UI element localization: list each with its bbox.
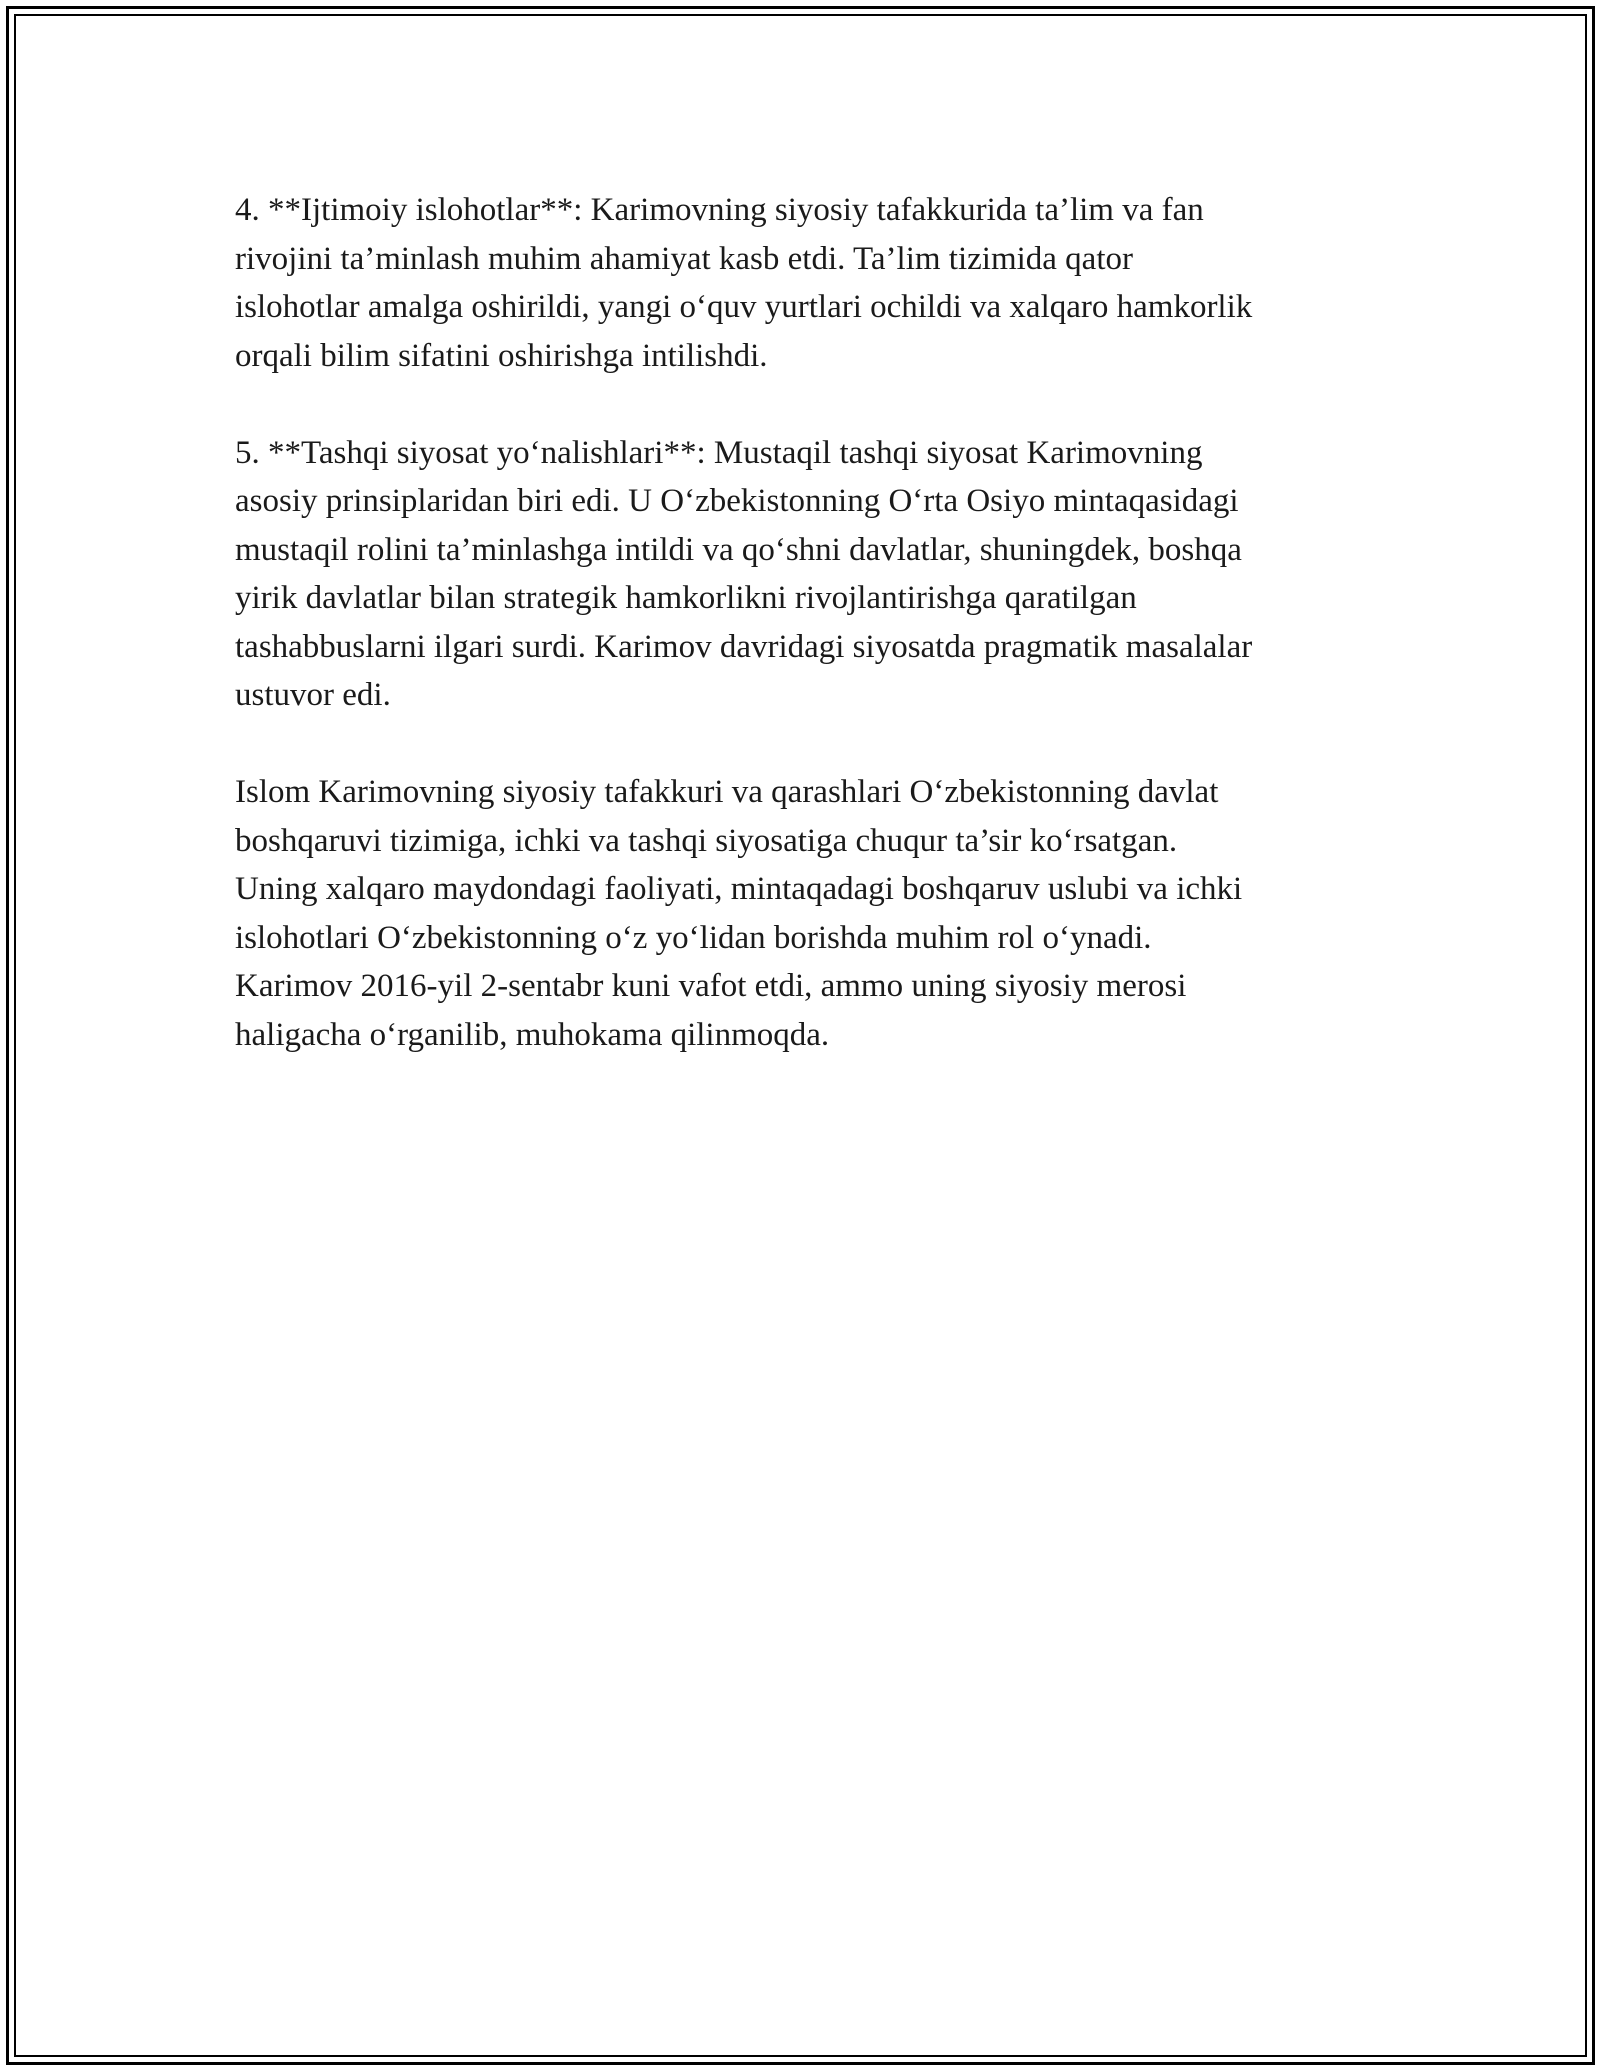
text-line: asosiy prinsiplaridan biri edi. U O‘zbekistonning O‘rta Osiyo mintaqasidagi [235,483,1239,519]
text-line: haligacha o‘rganilib, muhokama qilinmoqda. [235,1016,830,1053]
paragraph-social-reforms [235,186,1385,380]
text-line: mustaqil rolini ta’minlashga intildi va qo‘shni davlatlar, shuningdek, boshqa [235,531,1242,568]
text-line: rivojini ta’minlash muhim ahamiyat kasb etdi. Ta’lim tizimida qator [235,240,1133,277]
text-line: orqali bilim sifatini oshirishga intilishdi. [235,337,768,374]
text-line: 5. **Tashqi siyosat yo‘nalishlari**: Mustaqil tashqi siyosat Karimovning [235,434,1203,471]
paragraph-foreign-policy [235,429,1385,720]
text-line: Islom Karimovning siyosiy tafakkuri va qarashlari O‘zbekistonning davlat [235,774,1219,810]
paragraph-conclusion [235,768,1385,1059]
text-line: tashabbuslarni ilgari surdi. Karimov davridagi siyosatda pragmatik masalalar [235,628,1253,665]
text-line: 4. **Ijtimoiy islohotlar**: Karimovning siyosiy tafakkurida ta’lim va fan [235,192,1204,228]
text-line: boshqaruvi tizimiga, ichki va tashqi siyosatiga chuqur ta’sir ko‘rsatgan. [235,822,1178,859]
document-body [235,186,1385,1108]
text-line: islohotlari O‘zbekistonning o‘z yo‘lidan borishda muhim rol o‘ynadi. [235,919,1152,956]
text-line: islohotlar amalga oshirildi, yangi o‘quv yurtlari ochildi va xalqaro hamkorlik [235,289,1253,325]
text-line: Karimov 2016-yil 2-sentabr kuni vafot etdi, ammo uning siyosiy merosi [235,968,1187,1004]
text-line: yirik davlatlar bilan strategik hamkorlikni rivojlantirishga qaratilgan [235,580,1137,616]
text-line: ustuvor edi. [235,677,391,713]
text-line: Uning xalqaro maydondagi faoliyati, mintaqadagi boshqaruv uslubi va ichki [235,871,1243,907]
